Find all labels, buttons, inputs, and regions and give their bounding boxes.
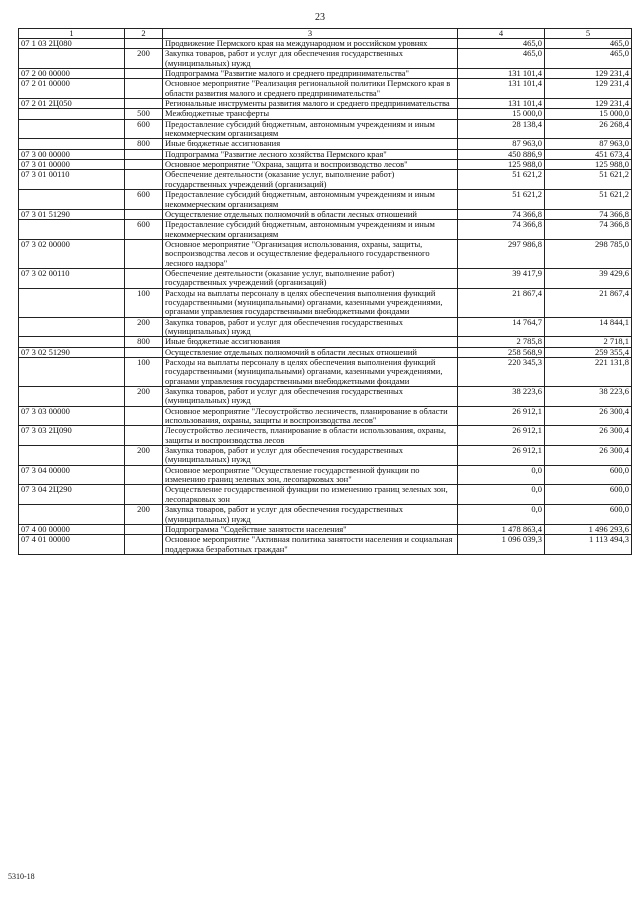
- table-row: [19, 149, 632, 159]
- table-row: [19, 69, 632, 79]
- amount-year2-cell: 1 113 494,3: [545, 535, 632, 555]
- amount-year1-cell: 220 345,3: [458, 358, 545, 387]
- table-row: [19, 524, 632, 534]
- amount-year2-cell: 38 223,6: [545, 387, 632, 407]
- amount-year1-cell: 0,0: [458, 465, 545, 485]
- code-cell: [19, 139, 125, 149]
- amount-year2-cell: 298 785,0: [545, 239, 632, 268]
- code-cell: [19, 190, 125, 210]
- item-name-cell: Подпрограмма "Развитие малого и среднего предпринимательства": [163, 69, 458, 79]
- amount-year1-cell: 450 886,9: [458, 149, 545, 159]
- code-cell: 07 3 00 00000: [19, 149, 125, 159]
- code-cell: [19, 358, 125, 387]
- code-cell: 07 2 01 00000: [19, 79, 125, 99]
- table-row: [19, 337, 632, 347]
- code-cell: [19, 446, 125, 466]
- column-header: 3: [163, 29, 458, 39]
- amount-year2-cell: 600,0: [545, 505, 632, 525]
- expense-type-cell: 800: [125, 337, 163, 347]
- code-cell: [19, 119, 125, 139]
- amount-year2-cell: 129 231,4: [545, 79, 632, 99]
- amount-year2-cell: 74 366,8: [545, 209, 632, 219]
- table-row: [19, 505, 632, 525]
- amount-year2-cell: 221 131,8: [545, 358, 632, 387]
- amount-year1-cell: 297 986,8: [458, 239, 545, 268]
- table-row: [19, 465, 632, 485]
- column-header: 2: [125, 29, 163, 39]
- amount-year1-cell: 51 621,2: [458, 170, 545, 190]
- amount-year2-cell: 21 867,4: [545, 288, 632, 317]
- item-name-cell: Подпрограмма "Содействие занятости населения": [163, 524, 458, 534]
- amount-year1-cell: 39 417,9: [458, 268, 545, 288]
- item-name-cell: Подпрограмма "Развитие лесного хозяйства Пермского края": [163, 149, 458, 159]
- item-name-cell: Закупка товаров, работ и услуг для обеспечения государственных (муниципальных) нужд: [163, 505, 458, 525]
- code-cell: 07 3 01 00000: [19, 160, 125, 170]
- item-name-cell: Закупка товаров, работ и услуг для обеспечения государственных (муниципальных) нужд: [163, 387, 458, 407]
- column-header: 1: [19, 29, 125, 39]
- code-cell: 07 4 00 00000: [19, 524, 125, 534]
- amount-year1-cell: 26 912,1: [458, 406, 545, 426]
- amount-year1-cell: 26 912,1: [458, 446, 545, 466]
- expense-type-cell: [125, 535, 163, 555]
- item-name-cell: Основное мероприятие "Реализация региональной политики Пермского края в области развития малого и среднего предпринимательства": [163, 79, 458, 99]
- code-cell: 07 4 01 00000: [19, 535, 125, 555]
- code-cell: 07 3 03 00000: [19, 406, 125, 426]
- amount-year2-cell: 26 300,4: [545, 426, 632, 446]
- expense-type-cell: [125, 426, 163, 446]
- expense-type-cell: [125, 69, 163, 79]
- code-cell: 07 1 03 2Ц080: [19, 39, 125, 49]
- amount-year2-cell: 259 355,4: [545, 347, 632, 357]
- table-row: [19, 49, 632, 69]
- expense-type-cell: [125, 524, 163, 534]
- item-name-cell: Региональные инструменты развития малого и среднего предпринимательства: [163, 99, 458, 109]
- expense-type-cell: [125, 79, 163, 99]
- table-row: [19, 139, 632, 149]
- item-name-cell: Обеспечение деятельности (оказание услуг, выполнение работ) государственных учреждений (организаций): [163, 268, 458, 288]
- amount-year1-cell: 125 988,0: [458, 160, 545, 170]
- item-name-cell: Обеспечение деятельности (оказание услуг, выполнение работ) государственных учреждений (организаций): [163, 170, 458, 190]
- code-cell: 07 3 04 2Ц290: [19, 485, 125, 505]
- amount-year2-cell: 26 300,4: [545, 406, 632, 426]
- amount-year1-cell: 74 366,8: [458, 209, 545, 219]
- item-name-cell: Расходы на выплаты персоналу в целях обеспечения выполнения функций государственными (муниципальными) органами, казенными учреждениями, органами управления государственными внебюджетными фондами: [163, 288, 458, 317]
- table-row: [19, 170, 632, 190]
- amount-year1-cell: 1 096 039,3: [458, 535, 545, 555]
- expense-type-cell: 200: [125, 317, 163, 337]
- code-cell: [19, 220, 125, 240]
- expense-type-cell: [125, 485, 163, 505]
- amount-year1-cell: 38 223,6: [458, 387, 545, 407]
- expense-type-cell: 600: [125, 220, 163, 240]
- amount-year2-cell: 465,0: [545, 49, 632, 69]
- table-row: [19, 426, 632, 446]
- amount-year1-cell: 14 764,7: [458, 317, 545, 337]
- amount-year1-cell: 26 912,1: [458, 426, 545, 446]
- item-name-cell: Осуществление государственной функции по изменению границ зеленых зон, лесопарковых зон: [163, 485, 458, 505]
- expense-type-cell: [125, 209, 163, 219]
- code-cell: [19, 109, 125, 119]
- item-name-cell: Продвижение Пермского края на международном и российском уровнях: [163, 39, 458, 49]
- table-row: [19, 160, 632, 170]
- item-name-cell: Предоставление субсидий бюджетным, автономным учреждениям и иным некоммерческим организациям: [163, 119, 458, 139]
- table-row: [19, 347, 632, 357]
- item-name-cell: Основное мероприятие "Лесоустройство лесничеств, планирование в области использования, охраны, защиты и воспроизводства лесов": [163, 406, 458, 426]
- page-number: 23: [315, 12, 325, 23]
- table-row: [19, 79, 632, 99]
- expense-type-cell: 200: [125, 49, 163, 69]
- amount-year2-cell: 14 844,1: [545, 317, 632, 337]
- code-cell: 07 2 01 2Ц050: [19, 99, 125, 109]
- amount-year2-cell: 51 621,2: [545, 190, 632, 210]
- item-name-cell: Предоставление субсидий бюджетным, автономным учреждениям и иным некоммерческим организациям: [163, 190, 458, 210]
- amount-year2-cell: 51 621,2: [545, 170, 632, 190]
- expense-type-cell: 600: [125, 119, 163, 139]
- amount-year2-cell: 2 718,1: [545, 337, 632, 347]
- amount-year2-cell: 1 496 293,6: [545, 524, 632, 534]
- table-row: [19, 268, 632, 288]
- code-cell: 07 3 02 51290: [19, 347, 125, 357]
- amount-year2-cell: 600,0: [545, 485, 632, 505]
- table-row: [19, 406, 632, 426]
- amount-year2-cell: 74 366,8: [545, 220, 632, 240]
- amount-year2-cell: 125 988,0: [545, 160, 632, 170]
- table-row: [19, 485, 632, 505]
- expense-type-cell: [125, 149, 163, 159]
- expense-type-cell: 200: [125, 505, 163, 525]
- amount-year1-cell: 1 478 863,4: [458, 524, 545, 534]
- amount-year1-cell: 131 101,4: [458, 99, 545, 109]
- table-row: [19, 317, 632, 337]
- expense-type-cell: [125, 39, 163, 49]
- expense-type-cell: [125, 160, 163, 170]
- amount-year2-cell: 465,0: [545, 39, 632, 49]
- item-name-cell: Предоставление субсидий бюджетным, автономным учреждениям и иным некоммерческим организациям: [163, 220, 458, 240]
- code-cell: 07 3 02 00110: [19, 268, 125, 288]
- code-cell: 07 3 04 00000: [19, 465, 125, 485]
- amount-year1-cell: 0,0: [458, 485, 545, 505]
- document-code: 5310-18: [8, 872, 35, 881]
- amount-year1-cell: 28 138,4: [458, 119, 545, 139]
- amount-year1-cell: 465,0: [458, 49, 545, 69]
- expense-type-cell: 600: [125, 190, 163, 210]
- code-cell: [19, 288, 125, 317]
- item-name-cell: Лесоустройство лесничеств, планирование в области использования, охраны, защиты и воспроизводства лесов: [163, 426, 458, 446]
- code-cell: [19, 317, 125, 337]
- expense-type-cell: [125, 268, 163, 288]
- header-row: [19, 29, 632, 39]
- code-cell: 07 3 01 00110: [19, 170, 125, 190]
- code-cell: 07 3 01 51290: [19, 209, 125, 219]
- expense-type-cell: [125, 170, 163, 190]
- item-name-cell: Основное мероприятие "Организация использования, охраны, защиты, воспроизводства лесов и осуществление федерального государственного лесного надзора": [163, 239, 458, 268]
- table-row: [19, 535, 632, 555]
- item-name-cell: Расходы на выплаты персоналу в целях обеспечения выполнения функций государственными (муниципальными) органами, казенными учреждениями, органами управления государственными внебюджетными фондами: [163, 358, 458, 387]
- expense-type-cell: 100: [125, 358, 163, 387]
- amount-year2-cell: 39 429,6: [545, 268, 632, 288]
- code-cell: 07 3 03 2Ц090: [19, 426, 125, 446]
- expense-type-cell: [125, 465, 163, 485]
- amount-year2-cell: 15 000,0: [545, 109, 632, 119]
- amount-year1-cell: 74 366,8: [458, 220, 545, 240]
- amount-year1-cell: 87 963,0: [458, 139, 545, 149]
- expense-type-cell: 100: [125, 288, 163, 317]
- amount-year1-cell: 258 568,9: [458, 347, 545, 357]
- item-name-cell: Осуществление отдельных полномочий в области лесных отношений: [163, 347, 458, 357]
- amount-year2-cell: 129 231,4: [545, 69, 632, 79]
- table-row: [19, 39, 632, 49]
- item-name-cell: Межбюджетные трансферты: [163, 109, 458, 119]
- amount-year2-cell: 129 231,4: [545, 99, 632, 109]
- expense-type-cell: [125, 406, 163, 426]
- table-row: [19, 220, 632, 240]
- amount-year2-cell: 600,0: [545, 465, 632, 485]
- expense-type-cell: [125, 347, 163, 357]
- amount-year1-cell: 21 867,4: [458, 288, 545, 317]
- item-name-cell: Основное мероприятие "Охрана, защита и воспроизводство лесов": [163, 160, 458, 170]
- amount-year1-cell: 0,0: [458, 505, 545, 525]
- table-row: [19, 99, 632, 109]
- item-name-cell: Закупка товаров, работ и услуг для обеспечения государственных (муниципальных) нужд: [163, 317, 458, 337]
- amount-year1-cell: 2 785,8: [458, 337, 545, 347]
- item-name-cell: Иные бюджетные ассигнования: [163, 139, 458, 149]
- expense-type-cell: [125, 239, 163, 268]
- table-row: [19, 209, 632, 219]
- code-cell: [19, 505, 125, 525]
- column-header: 5: [545, 29, 632, 39]
- table-row: [19, 109, 632, 119]
- item-name-cell: Иные бюджетные ассигнования: [163, 337, 458, 347]
- code-cell: [19, 337, 125, 347]
- budget-table: [18, 28, 632, 555]
- column-header: 4: [458, 29, 545, 39]
- amount-year1-cell: 15 000,0: [458, 109, 545, 119]
- table-row: [19, 387, 632, 407]
- item-name-cell: Основное мероприятие "Активная политика занятости населения и социальная поддержка безработных граждан": [163, 535, 458, 555]
- expense-type-cell: 200: [125, 446, 163, 466]
- expense-type-cell: 800: [125, 139, 163, 149]
- amount-year1-cell: 51 621,2: [458, 190, 545, 210]
- code-cell: 07 3 02 00000: [19, 239, 125, 268]
- amount-year2-cell: 87 963,0: [545, 139, 632, 149]
- item-name-cell: Основное мероприятие "Осуществление государственной функции по изменению границ зеленых зон, лесопарковых зон": [163, 465, 458, 485]
- code-cell: [19, 387, 125, 407]
- amount-year1-cell: 131 101,4: [458, 69, 545, 79]
- amount-year2-cell: 451 673,4: [545, 149, 632, 159]
- table-row: [19, 358, 632, 387]
- code-cell: 07 2 00 00000: [19, 69, 125, 79]
- amount-year1-cell: 131 101,4: [458, 79, 545, 99]
- table-row: [19, 119, 632, 139]
- table-row: [19, 190, 632, 210]
- expense-type-cell: [125, 99, 163, 109]
- amount-year2-cell: 26 300,4: [545, 446, 632, 466]
- code-cell: [19, 49, 125, 69]
- table-row: [19, 446, 632, 466]
- expense-type-cell: 500: [125, 109, 163, 119]
- item-name-cell: Закупка товаров, работ и услуг для обеспечения государственных (муниципальных) нужд: [163, 446, 458, 466]
- table-row: [19, 239, 632, 268]
- amount-year1-cell: 465,0: [458, 39, 545, 49]
- expense-type-cell: 200: [125, 387, 163, 407]
- item-name-cell: Закупка товаров, работ и услуг для обеспечения государственных (муниципальных) нужд: [163, 49, 458, 69]
- table-row: [19, 288, 632, 317]
- item-name-cell: Осуществление отдельных полномочий в области лесных отношений: [163, 209, 458, 219]
- amount-year2-cell: 26 268,4: [545, 119, 632, 139]
